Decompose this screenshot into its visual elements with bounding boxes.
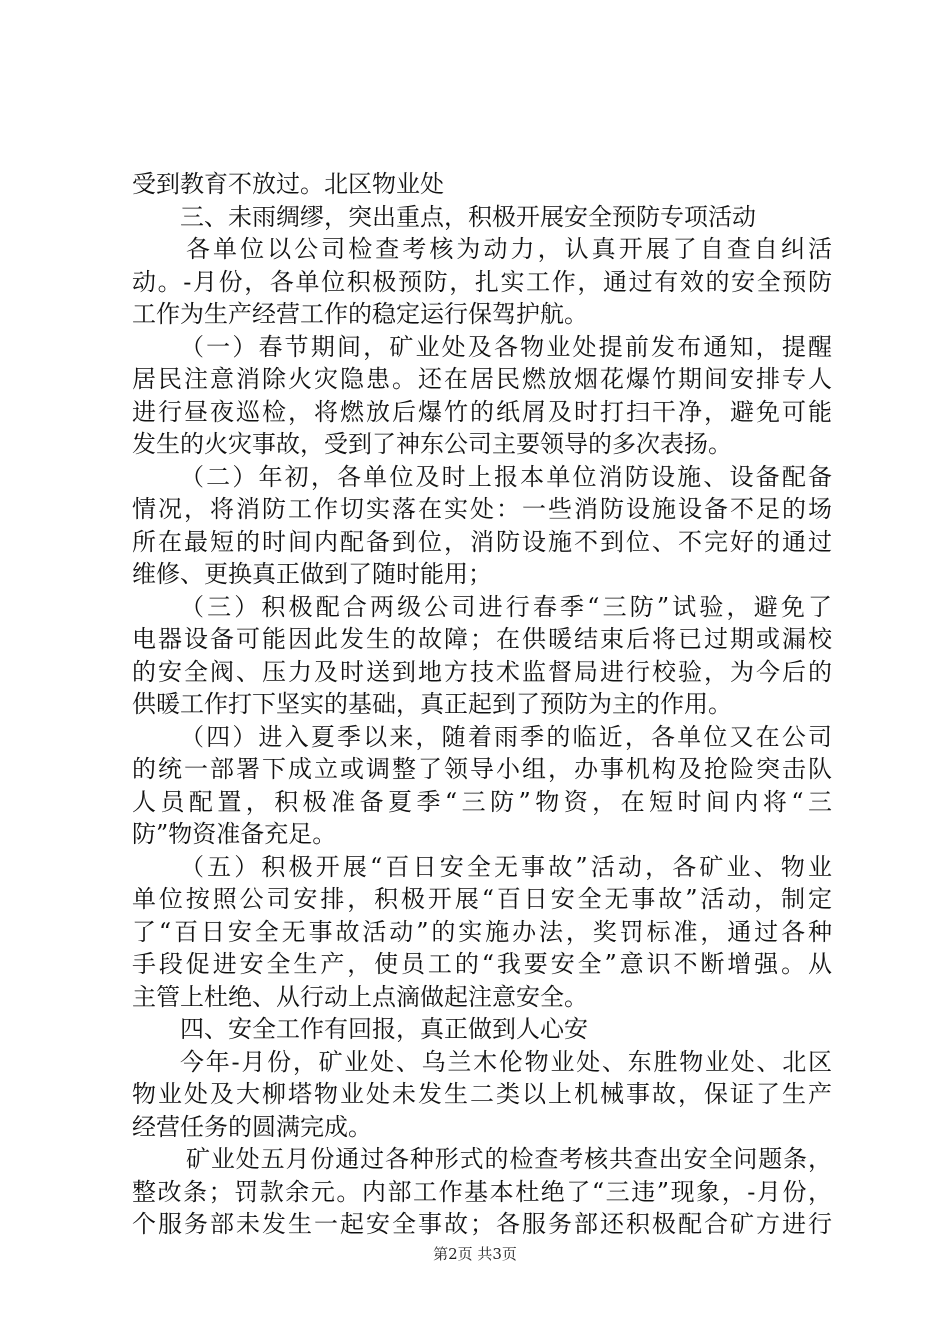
text-line: 动。-月份，各单位积极预防，扎实工作，通过有效的安全预防 (132, 267, 832, 296)
text-line: 发生的火灾事故，受到了神东公司主要领导的多次表扬。 (132, 430, 732, 458)
text-line: 今年-月份，矿业处、乌兰木伦物业处、东胜物业处、北区 (180, 1047, 832, 1076)
text-line: 供暖工作打下坚实的基础，真正起到了预防为主的作用。 (132, 690, 732, 718)
text-line: 了“百日安全无事故活动”的实施办法，奖罚标准，通过各种 (132, 917, 832, 946)
text-line: 各单位以公司检查考核为动力，认真开展了自查自纠活 (186, 235, 832, 263)
document-body (132, 168, 832, 1241)
text-line: 四、安全工作有回报，真正做到人心安 (180, 1015, 588, 1043)
text-line: 个服务部未发生一起安全事故；各服务部还积极配合矿方进行 (132, 1210, 832, 1238)
text-line: 防”物资准备充足。 (132, 820, 337, 848)
text-line: 三、未雨绸缪，突出重点，积极开展安全预防专项活动 (180, 202, 756, 231)
text-line: 情况，将消防工作切实落在实处：一些消防设施设备不足的场 (132, 495, 832, 523)
text-line: 受到教育不放过。北区物业处 (132, 170, 444, 198)
text-line: 电器设备可能因此发生的故障；在供暖结束后将已过期或漏校 (132, 625, 832, 653)
text-line: 的安全阀、压力及时送到地方技术监督局进行校验，为今后的 (132, 657, 832, 686)
text-line: 进行昼夜巡检，将燃放后爆竹的纸屑及时打扫干净，避免可能 (132, 397, 832, 426)
text-line: （四）进入夏季以来，随着雨季的临近，各单位又在公司 (180, 722, 832, 751)
text-line: 经营任务的圆满完成。 (132, 1112, 372, 1141)
page-footer: 第2页 共3页 (433, 1245, 517, 1263)
text-line: 居民注意消除火灾隐患。还在居民燃放烟花爆竹期间安排专人 (132, 365, 832, 393)
text-line: （一）春节期间，矿业处及各物业处提前发布通知，提醒 (180, 332, 832, 361)
text-line: 整改条；罚款余元。内部工作基本杜绝了“三违”现象，-月份， (132, 1177, 832, 1206)
text-line: 所在最短的时间内配备到位，消防设施不到位、不完好的通过 (132, 527, 832, 556)
text-line: 工作为生产经营工作的稳定运行保驾护航。 (132, 300, 588, 328)
text-line: 手段促进安全生产，使员工的“我要安全”意识不断增强。从 (132, 950, 832, 978)
text-line: 主管上杜绝、从行动上点滴做起注意安全。 (132, 982, 588, 1011)
text-line: 单位按照公司安排，积极开展“百日安全无事故”活动，制定 (132, 885, 832, 913)
text-line: （二）年初，各单位及时上报本单位消防设施、设备配备 (180, 462, 832, 491)
text-line: 人员配置，积极准备夏季“三防”物资，在短时间内将“三 (132, 787, 832, 816)
text-line: （五）积极开展“百日安全无事故”活动，各矿业、物业 (180, 852, 832, 881)
text-line: 物业处及大柳塔物业处未发生二类以上机械事故，保证了生产 (132, 1080, 832, 1108)
text-line: 矿业处五月份通过各种形式的检查考核共查出安全问题条， (186, 1145, 832, 1173)
text-line: （三）积极配合两级公司进行春季“三防”试验，避免了 (180, 592, 832, 621)
text-line: 的统一部署下成立或调整了领导小组，办事机构及抢险突击队 (132, 755, 832, 783)
text-line: 维修、更换真正做到了随时能用； (132, 560, 492, 588)
